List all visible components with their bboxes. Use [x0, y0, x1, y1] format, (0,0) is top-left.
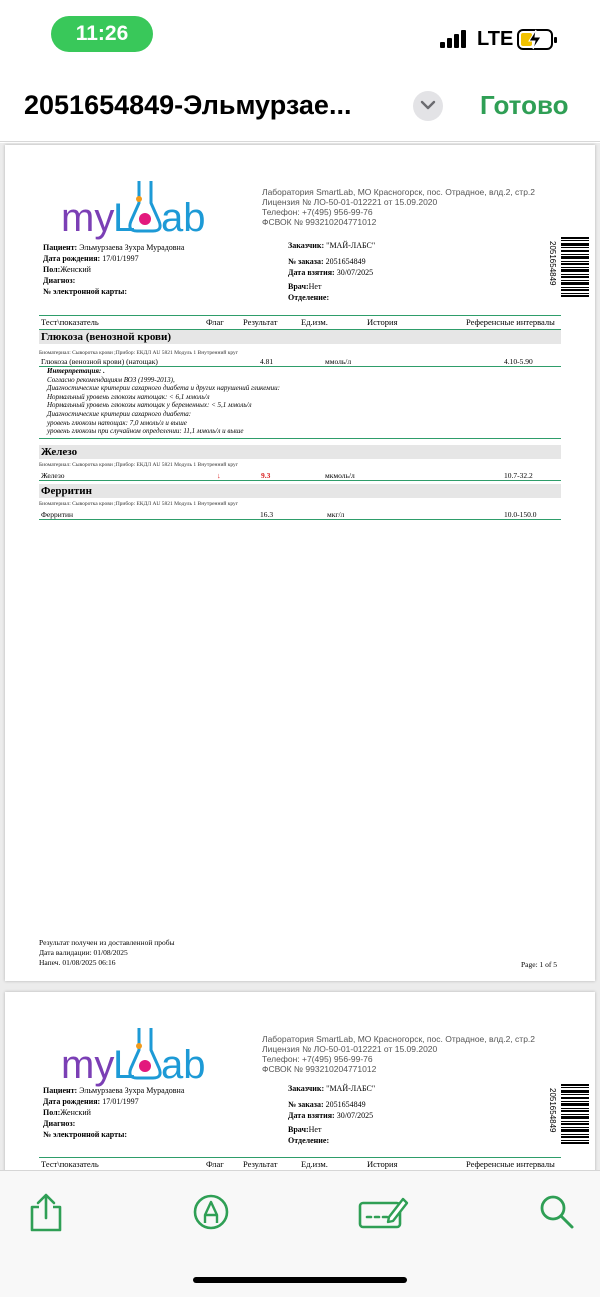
network-type: LTE — [477, 28, 514, 50]
department-field: Отделение: — [288, 293, 330, 302]
patient-name-field: Пациент: Эльмурзаева Зухра Мурадовна — [43, 1086, 185, 1095]
nav-bar — [0, 70, 600, 142]
search-icon[interactable] — [538, 1193, 576, 1231]
table-row — [39, 470, 561, 481]
battery-icon — [517, 29, 553, 50]
mylab-logo — [61, 1022, 206, 1092]
svg-text:ab: ab — [161, 196, 206, 240]
order-number-field: № заказа: 2051654849 — [288, 257, 366, 266]
svg-text:L: L — [113, 1043, 136, 1087]
test-unit: мкг/л — [327, 510, 345, 519]
lab-address: Лаборатория SmartLab, МО Красногорск, пос. Отрадное, влд.2, стр.2 — [262, 187, 536, 197]
pdf-page-1 — [5, 145, 595, 981]
barcode — [561, 237, 589, 297]
status-time[interactable]: 11:26 — [51, 16, 153, 52]
doctor-field: Врач:Нет — [288, 1125, 322, 1134]
patient-dob-field: Дата рождения: 17/01/1997 — [43, 254, 139, 263]
lab-fsvok: ФСВОК № 993210204771012 — [262, 217, 377, 227]
section-glucose: Глюкоза (венозной крови) — [39, 330, 561, 344]
footer-info: Результат получен из доставленной пробы Дата валидации: 01/08/2025 Напеч. 01/08/2025 06:16 — [39, 938, 175, 967]
section-iron: Железо — [39, 445, 561, 459]
col-unit: Ед.изм. — [301, 317, 328, 327]
document-title[interactable]: 2051654849-Эльмурзае... — [24, 90, 352, 120]
patient-card-field: № электронной карты: — [43, 1130, 127, 1139]
column-headers: Тест\показатель Флаг Результат Ед.изм. История Референсные интервалы — [41, 1159, 555, 1169]
barcode-number: 2051654849 — [548, 1088, 557, 1133]
mylab-logo — [61, 175, 206, 245]
patient-dob-field: Дата рождения: 17/01/1997 — [43, 1097, 139, 1106]
customer-field: Заказчик: "МАЙ-ЛАБС" — [288, 241, 376, 250]
table-row — [39, 509, 561, 520]
page-number: Page: 1 of 5 — [521, 960, 558, 969]
date-taken-field: Дата взятия: 30/07/2025 — [288, 268, 374, 277]
interpretation-block: Интерпретация: . Согласно рекомендациям ВОЗ (1999-2013), Диагностические критерии сахарного диабета и других нарушений гликемии: Нормальный уровень глюкозы натощак: < 6,1 ммоль/л Нормальный уровень глюкозы натощак у беременных: < 5,1 ммоль/л Диагностические критерии сахарного диабета: уровень глюкозы натощак: 7,0 ммоль/л и выше уровень глюкозы при случайном определении: 11,1 ммоль/л и выше — [39, 367, 561, 439]
done-button[interactable]: Готово — [480, 90, 569, 120]
biomaterial-note: Биоматериал: Сыворотка крови ;Прибор: ЕКДЛ AU 5821 Модуль 1 Внутренний круг — [39, 350, 239, 356]
lab-license: Лицензия № ЛО-50-01-012221 от 15.09.2020 — [262, 197, 438, 207]
barcode — [561, 1084, 589, 1144]
svg-text:L: L — [113, 196, 136, 240]
customer-field: Заказчик: "МАЙ-ЛАБС" — [288, 1084, 376, 1093]
home-indicator[interactable] — [193, 1277, 407, 1283]
lab-phone: Телефон: +7(495) 956-99-76 — [262, 207, 373, 217]
col-result: Результат — [243, 317, 278, 327]
test-name: Ферритин — [41, 510, 74, 519]
svg-text:ab: ab — [161, 1043, 206, 1087]
patient-card-field: № электронной карты: — [43, 287, 127, 296]
low-flag-icon: ↓ — [217, 471, 221, 480]
date-taken-field: Дата взятия: 30/07/2025 — [288, 1111, 374, 1120]
col-history: История — [367, 317, 398, 327]
pdf-page-2 — [5, 992, 595, 1192]
test-result: 16.3 — [260, 510, 274, 519]
col-test: Тест\показатель — [41, 317, 99, 327]
col-flag: Флаг — [206, 317, 224, 327]
test-reference: 10.7-32.2 — [504, 471, 533, 480]
svg-text:my: my — [61, 196, 115, 240]
markup-icon[interactable] — [192, 1193, 230, 1231]
test-name: Глюкоза (венозной крови) (натощак) — [41, 357, 158, 366]
patient-diagnosis-field: Диагноз: — [43, 1119, 76, 1128]
lab-info: Лаборатория SmartLab, МО Красногорск, пос. Отрадное, влд.2, стр.2 Лицензия № ЛО-50-01-012221 от 15.09.2020 Телефон: +7(495) 956-99-76 ФСВОК № 993210204771012 — [262, 1034, 536, 1074]
signal-icon — [440, 30, 466, 48]
header-divider — [39, 315, 561, 316]
pdf-viewer[interactable] — [0, 143, 600, 1170]
patient-diagnosis-field: Диагноз: — [43, 276, 76, 285]
signature-icon[interactable] — [357, 1193, 409, 1231]
svg-text:my: my — [61, 1043, 115, 1087]
section-ferritin: Ферритин — [39, 484, 561, 498]
test-name: Железо — [41, 471, 65, 480]
col-reference: Референсные интервалы — [466, 317, 555, 327]
test-unit: мкмоль/л — [325, 471, 355, 480]
patient-name-field: Пациент: Эльмурзаева Зухра Мурадовна — [43, 243, 185, 252]
chevron-down-icon[interactable] — [413, 91, 443, 121]
lab-info — [262, 187, 535, 227]
test-unit: ммоль/л — [325, 357, 352, 366]
column-headers — [39, 317, 561, 329]
status-bar — [0, 0, 600, 70]
order-number-field: № заказа: 2051654849 — [288, 1100, 366, 1109]
test-reference: 10.0-150.0 — [504, 510, 537, 519]
share-icon[interactable] — [27, 1193, 65, 1233]
doctor-field: Врач:Нет — [288, 282, 322, 291]
biomaterial-note: Биоматериал: Сыворотка крови ;Прибор: ЕКДЛ AU 5821 Модуль 1 Внутренний круг — [39, 462, 239, 468]
table-row — [39, 356, 561, 367]
header-divider — [39, 1157, 561, 1158]
test-reference: 4.10-5.90 — [504, 357, 533, 366]
barcode-number: 2051654849 — [548, 241, 557, 286]
patient-sex-field: Пол:Женский — [43, 1108, 91, 1117]
patient-sex-field: Пол:Женский — [43, 265, 91, 274]
department-field: Отделение: — [288, 1136, 330, 1145]
test-result: 9.3 — [261, 471, 271, 480]
test-result: 4.81 — [260, 357, 274, 366]
biomaterial-note: Биоматериал: Сыворотка крови ;Прибор: ЕКДЛ AU 5821 Модуль 1 Внутренний круг — [39, 501, 239, 507]
